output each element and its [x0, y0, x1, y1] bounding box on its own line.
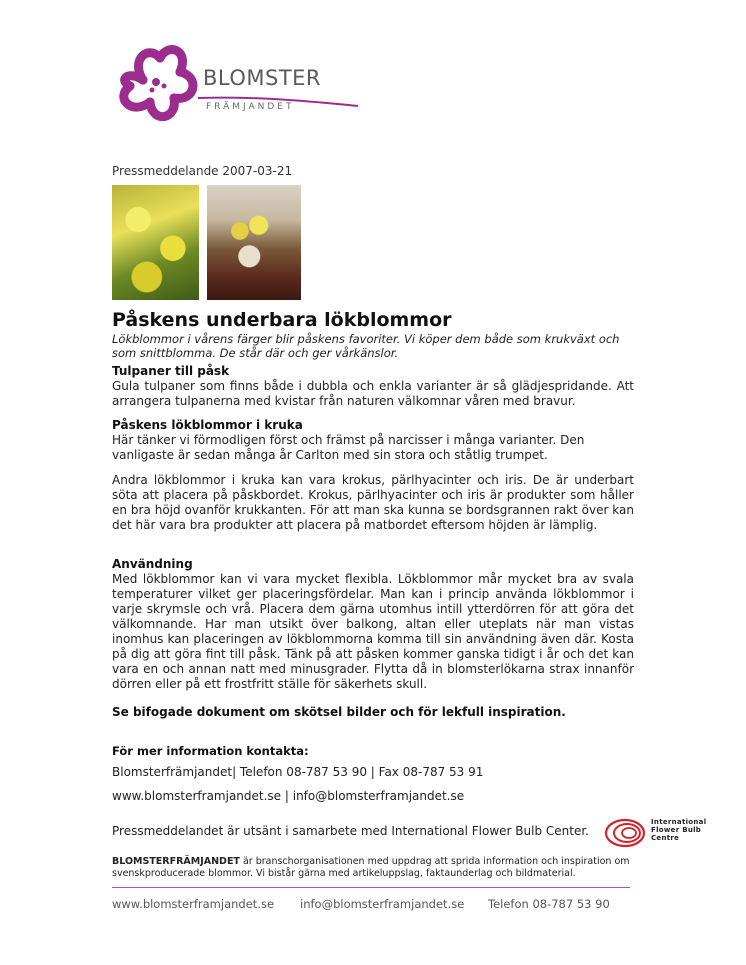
photo-easter-table: [207, 185, 301, 300]
contact-web-line[interactable]: www.blomsterframjandet.se | info@blomsterframjandet.se: [112, 789, 465, 803]
footer-divider: [112, 887, 630, 888]
footer-email-link[interactable]: info@blomsterframjandet.se: [300, 897, 465, 911]
blomsterframjandet-logo: [108, 40, 368, 132]
article-title: Påskens underbara lökblommor: [112, 309, 452, 331]
brand-name: BLOMSTER: [203, 66, 322, 90]
footer-phone: Telefon 08-787 53 90: [488, 897, 610, 911]
contact-title: För mer information kontakta:: [112, 744, 309, 758]
section-paragraph: Med lökblommor kan vi vara mycket flexibla. Lökblommor mår mycket bra av svala temperaturer vilket ger placeringsfördelar. Man kan i princip använda lökblommor i varje skrymsle och vrå. Placera dem gärna utomhus intill ytterdörren för att göra det välkomnande. Har man utsikt över balkong, altan eller uteplats när man vistas inomhus kan placeringen av lökblommorna komma till sin användning även där. Kosta på dig att göra fint till påsk. Tänk på att påsken kommer ganska tidigt i år och det kan vara en och annan natt med minusgrader. Flytta då in blomsterlökarna strax innanför dörren eller på ett frostfritt ställe för säkerhets skull.: [112, 572, 634, 691]
section-heading-usage: Användning: [112, 557, 193, 571]
footer-website-link[interactable]: www.blomsterframjandet.se: [112, 897, 275, 911]
press-release-date: Pressmeddelande 2007-03-21: [112, 164, 293, 178]
brand-subname: FRÄMJANDET: [206, 102, 295, 112]
see-attached-note: Se bifogade dokument om skötsel bilder och för lekfull inspiration.: [112, 705, 566, 719]
organization-description: BLOMSTERFRÄMJANDET är branschorganisationen med uppdrag att sprida information och inspiration om svenskproducerade blommor. Vi bistår gärna med artikeluppslag, faktaunderlag och bildmaterial.: [112, 856, 630, 879]
article-lead: Lökblommor i vårens färger blir påskens favoriter. Vi köper dem både som krukväxt och som snittblomma. De står där och ger vårkänslor.: [112, 332, 620, 360]
ifbc-logo: [604, 817, 707, 849]
section-heading-tulips: Tulpaner till påsk: [112, 364, 230, 378]
ifbc-swirl-icon: [604, 817, 648, 849]
section-paragraph: Gula tulpaner som finns både i dubbla och enkla varianter är så glädjespridande. Att arrangera tulpanerna med kvistar från naturen välkomnar våren med bravur.: [112, 379, 634, 408]
contact-phone-line: Blomsterfrämjandet| Telefon 08-787 53 90 | Fax 08-787 53 91: [112, 765, 484, 779]
section-paragraph: Här tänker vi förmodligen först och främst på narcisser i många varianter. Den vanligaste är sedan många år Carlton med sin stora och ståtlig trumpet.: [112, 433, 585, 462]
collaboration-note: Pressmeddelandet är utsänt i samarbete med International Flower Bulb Center.: [112, 824, 589, 838]
photo-yellow-tulips: [112, 185, 199, 300]
organization-name: BLOMSTERFRÄMJANDET: [112, 856, 240, 867]
section-paragraph: Andra lökblommor i kruka kan vara krokus, pärlhyacinter och iris. De är underbart söta att placera på påskbordet. Krokus, pärlhyacinter och iris är produkter som håller en bra höjd ovanför krukkanten. För att man ska kunna se bordsgrannen rakt över kan det här vara bra produkter att placera på matbordet eftersom höjden är lämplig.: [112, 473, 634, 532]
ifbc-wordmark: International Flower Bulb Centre: [651, 818, 707, 842]
section-heading-pot: Påskens lökblommor i kruka: [112, 418, 303, 432]
logo-swoosh: [108, 40, 368, 132]
